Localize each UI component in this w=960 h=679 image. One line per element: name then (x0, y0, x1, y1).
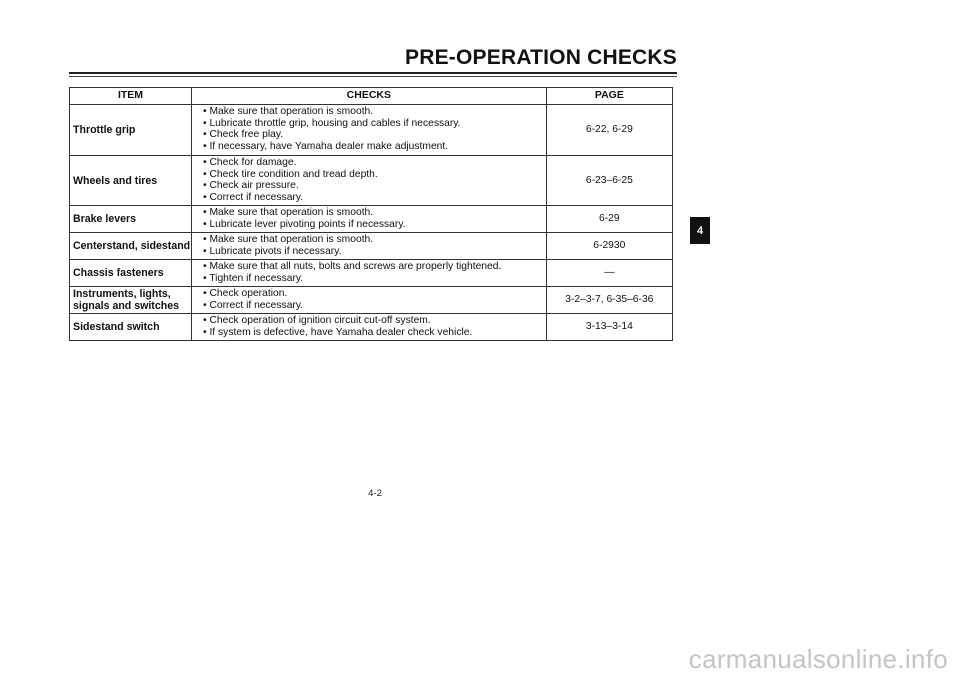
column-header-page: PAGE (546, 88, 672, 105)
column-header-item: ITEM (70, 88, 192, 105)
check-instruction: • Check free play. (202, 129, 284, 141)
checks-cell (191, 287, 546, 314)
page-title: PRE-OPERATION CHECKS (405, 46, 677, 69)
checks-cell (191, 156, 546, 206)
check-instruction: • Make sure that all nuts, bolts and screws are properly tightened. (202, 261, 502, 272)
table-header-row (70, 88, 673, 105)
table-row (70, 260, 673, 287)
check-instruction: • Check operation. (202, 288, 288, 299)
table-row (70, 314, 673, 341)
item-cell (70, 156, 192, 206)
item-cell (70, 314, 192, 341)
check-instruction: • If necessary, have Yamaha dealer make adjustment. (202, 140, 449, 152)
check-instruction: • Lubricate throttle grip, housing and cables if necessary. (202, 117, 461, 129)
check-instruction: • Check operation of ignition circuit cut-off system. (202, 315, 431, 326)
check-instruction: • Lubricate lever pivoting points if necessary. (202, 218, 406, 230)
page-reference: 6-23–6-25 (546, 156, 672, 206)
item-cell (70, 233, 192, 260)
check-instruction: • Lubricate pivots if necessary. (202, 245, 342, 257)
table-row (70, 233, 673, 260)
check-instruction: • Check for damage. (202, 157, 297, 168)
checks-cell (191, 233, 546, 260)
watermark: carmanualsonline.info (688, 644, 948, 674)
item-cell (70, 260, 192, 287)
column-header-checks: CHECKS (191, 88, 546, 105)
check-instruction: • Make sure that operation is smooth. (202, 106, 374, 117)
item-name: signals and switches (73, 300, 179, 312)
item-cell (70, 206, 192, 233)
page-reference: 3-2–3-7, 6-35–6-36 (546, 287, 672, 314)
pre-operation-checks-table (69, 87, 673, 341)
check-instruction: • Make sure that operation is smooth. (202, 207, 374, 218)
page-reference: 6-29 (546, 206, 672, 233)
item-cell (70, 287, 192, 314)
check-instruction: • Check air pressure. (202, 180, 299, 192)
item-name: Instruments, lights, (73, 288, 171, 300)
page-reference: 6-2930 (546, 233, 672, 260)
check-instruction: • Check tire condition and tread depth. (202, 168, 378, 180)
checks-cell (191, 105, 546, 156)
checks-cell (191, 314, 546, 341)
page-reference: 6-22, 6-29 (546, 105, 672, 156)
page-reference: — (546, 260, 672, 287)
check-instruction: • Make sure that operation is smooth. (202, 234, 374, 245)
table-row (70, 156, 673, 206)
table-row (70, 105, 673, 156)
item-name: Throttle grip (73, 124, 136, 136)
item-name: Wheels and tires (73, 174, 158, 187)
item-name: Brake levers (73, 213, 137, 225)
check-instruction: • Correct if necessary. (202, 191, 304, 203)
item-name: Sidestand switch (73, 321, 160, 333)
item-cell (70, 105, 192, 156)
check-instruction: • If system is defective, have Yamaha dealer check vehicle. (202, 326, 473, 338)
table-row (70, 206, 673, 233)
header-rule-thin (69, 76, 677, 77)
table-row (70, 287, 673, 314)
checks-cell (191, 206, 546, 233)
header-rule-thick (69, 72, 677, 74)
checks-cell (191, 260, 546, 287)
item-name: Chassis fasteners (73, 267, 164, 279)
item-name: Centerstand, sidestand (73, 240, 191, 252)
check-instruction: • Correct if necessary. (202, 299, 304, 311)
chapter-tab: 4 (690, 217, 710, 244)
page-reference: 3-13–3-14 (546, 314, 672, 341)
check-instruction: • Tighten if necessary. (202, 272, 304, 284)
page-number: 4-2 (368, 488, 382, 499)
